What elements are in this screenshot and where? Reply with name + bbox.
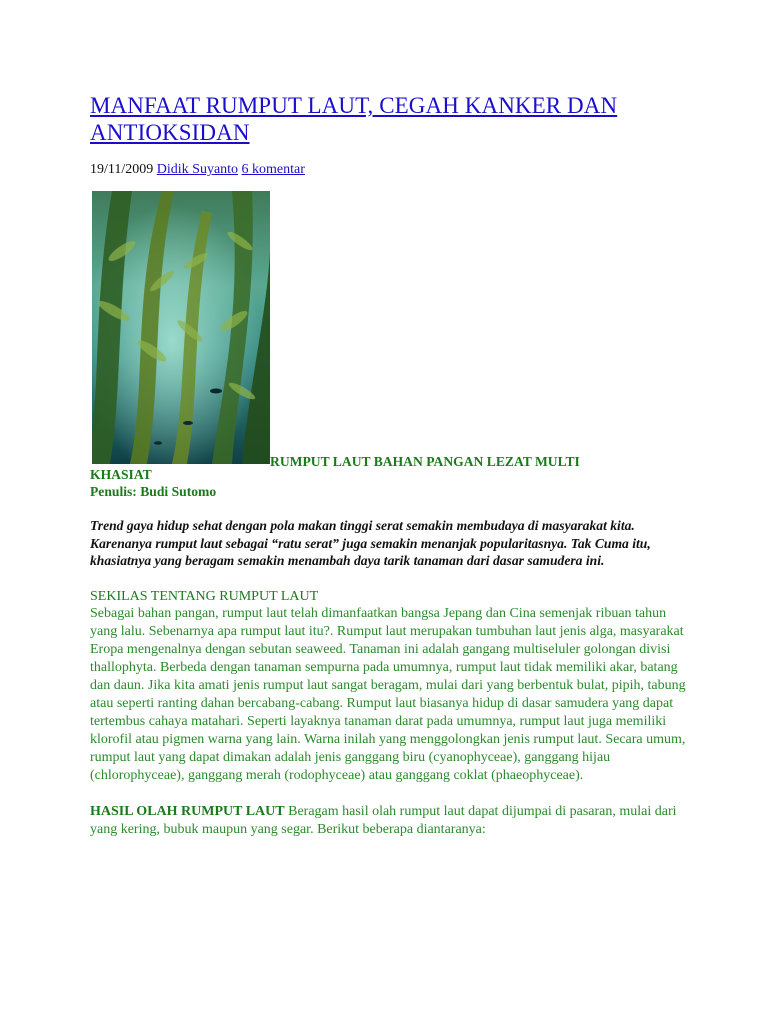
- caption-continuation: KHASIAT: [90, 467, 152, 482]
- photo-row: [90, 191, 690, 469]
- article-title-link[interactable]: MANFAAT RUMPUT LAUT, CEGAH KANKER DAN ANTIOKSIDAN: [90, 93, 618, 145]
- intro-paragraph: Trend gaya hidup sehat dengan pola makan tinggi serat semakin membudaya di masyarakat kita. Karenanya rumput laut sebagai “ratu serat” juga semakin menanjak popularitasnya. Tak Cuma itu, khasiatnya yang beragam semakin menambah daya tarik tanaman dari dasar samudera ini.: [90, 518, 651, 568]
- section-body-sekilas: Sebagai bahan pangan, rumput laut telah dimanfaatkan bangsa Jepang dan Cina semenjak ribuan tahun yang lalu. Sebenarnya apa rumput laut itu?. Rumput laut merupakan tumbuhan laut jenis alga, masyarakat Eropa mengenalnya dengan sebutan seaweed. Tanaman ini adalah gangang multiseluler golongan divisi thallophyta. Berbeda dengan tanaman sempurna pada umumnya, rumput laut tidak memiliki akar, batang dan daun. Jika kita amati jenis rumput laut sangat beragam, mulai dari yang berbentuk bulat, pipih, tabung atau seperti ranting dahan bercabang-cabang. Rumput laut biasanya hidup di dasar samudera yang dapat tertembus cahaya matahari. Seperti layaknya tanaman darat pada umumnya, rumput laut juga memiliki klorofil atau pigmen warna yang lain. Warna inilah yang menggolongkan jenis rumput laut. Secara umum, rumput laut yang dapat dimakan adalah jenis ganggang biru (cyanophyceae), ganggang hijau (chlorophyceae), ganggang merah (rodophyceae) atau ganggang coklat (phaeophyceae).: [90, 605, 686, 783]
- author-credit: Penulis: Budi Sutomo: [90, 484, 217, 499]
- comments-link[interactable]: 6 komentar: [241, 162, 305, 177]
- section-body-hasil: Beragam hasil olah rumput laut dapat dijumpai di pasaran, mulai dari yang kering, bubuk maupun yang segar. Berikut beberapa diantaranya:: [90, 803, 677, 837]
- post-date: 19/11/2009: [90, 162, 154, 177]
- section-hasil: [90, 803, 690, 839]
- seaweed-photo: [92, 191, 270, 464]
- section-heading-sekilas: SEKILAS TENTANG RUMPUT LAUT: [90, 588, 319, 604]
- article: [90, 92, 690, 839]
- section-heading-hasil: HASIL OLAH RUMPUT LAUT: [90, 803, 285, 819]
- photo-caption: RUMPUT LAUT BAHAN PANGAN LEZAT MULTI: [270, 454, 580, 469]
- author-link[interactable]: Didik Suyanto: [156, 162, 239, 177]
- post-meta: [90, 161, 690, 179]
